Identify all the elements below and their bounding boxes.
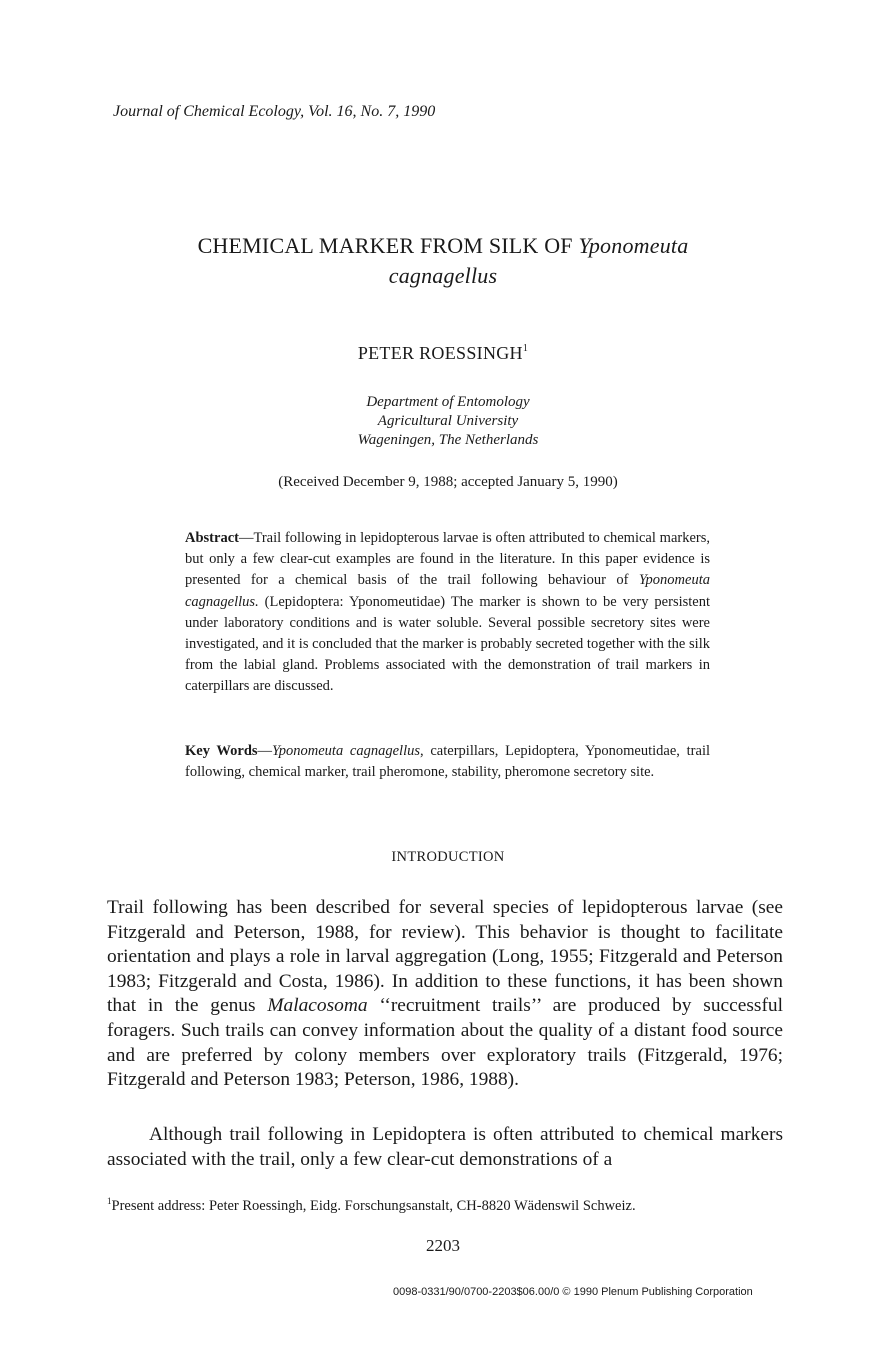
copyright-line: 0098-0331/90/0700-2203$06.00/0 © 1990 Plenum Publishing Corporation xyxy=(393,1286,753,1298)
journal-header: Journal of Chemical Ecology, Vol. 16, No. 7, 1990 xyxy=(113,103,436,120)
section-heading-introduction: INTRODUCTION xyxy=(391,849,505,865)
introduction-paragraph-2: Although trail following in Lepidoptera is often attributed to chemical markers associated with the trail, only a few clear-cut demonstrations of a xyxy=(107,1124,783,1170)
article-title xyxy=(0,231,886,291)
affiliation-line: Wageningen, The Netherlands xyxy=(357,432,539,448)
abstract-text-1: —Trail following in lepidopterous larvae is often attributed to chemical markers, but only a few clear-cut examples are found in the literature. In this paper evidence is presented for a chemical basis of the trail following behaviour of xyxy=(185,530,710,589)
intro-p1-genus: Malacosoma xyxy=(267,995,368,1017)
abstract-text-2: (Lepidoptera: Yponomeutidae) The marker is shown to be very persistent under laboratory conditions and is water soluble. Several possible secretory sites were investigated, and it is concluded that the marker is probably secreted together with the silk from the labial gland. Problems associated with the demonstration of trail markers in caterpillars are discussed. xyxy=(185,593,710,695)
author-name xyxy=(0,343,886,364)
keywords-text: , caterpillars, Lepidoptera, Yponomeutidae, trail following, chemical marker, trail pheromone, stability, pheromone secretory site. xyxy=(185,743,710,781)
footnote-text: Present address: Peter Roessingh, Eidg. Forschungsanstalt, CH-8820 Wädenswil Schweiz. xyxy=(111,1198,636,1214)
keywords-paragraph xyxy=(185,741,710,783)
received-dates: (Received December 9, 1988; accepted January 5, 1990) xyxy=(278,474,618,490)
intro-p1-text-a: Trail following has been described for several species of lepidopterous larvae (see Fitzgerald and Peterson, 1988, for review). This behavior is thought to facilitate orientation and plays a role in larval aggregation (Long, 1955; Fitzgerald and Peterson 1983; Fitzgerald and Costa, 1986). In addition to these functions, it has been shown that in the genus xyxy=(107,897,783,1017)
footnote xyxy=(107,1196,636,1215)
affiliation-line: Agricultural University xyxy=(377,413,519,429)
footnote-mark: 1 xyxy=(107,1196,112,1206)
title-main: CHEMICAL MARKER FROM SILK OF xyxy=(197,233,573,258)
abstract-paragraph xyxy=(185,528,710,698)
page-number: 2203 xyxy=(426,1236,460,1255)
keywords-label: Key Words xyxy=(185,743,258,759)
abstract-species: Yponomeuta cagnagellus. xyxy=(185,572,710,610)
introduction-paragraph-1 xyxy=(107,896,783,1093)
abstract-label: Abstract xyxy=(185,530,239,546)
keywords-dash: — xyxy=(257,743,273,759)
affiliation xyxy=(0,393,886,450)
author-footnote-mark: 1 xyxy=(522,343,529,354)
title-species-epithet: cagnagellus xyxy=(388,263,498,288)
keywords-species: Yponomeuta cagnagellus xyxy=(272,743,421,759)
affiliation-line: Department of Entomology xyxy=(366,394,530,410)
intro-p1-text-b: ‘‘recruitment trails’’ are produced by successful foragers. Such trails can convey information about the quality of a distant food source and are preferred by colony members over exploratory trails (Fitzgerald, 1976; Fitzgerald and Peterson 1983; Peterson, 1986, 1988). xyxy=(107,995,783,1091)
author-name-text: PETER ROESSINGH xyxy=(357,343,523,363)
title-species-genus: Yponomeuta xyxy=(578,233,689,258)
